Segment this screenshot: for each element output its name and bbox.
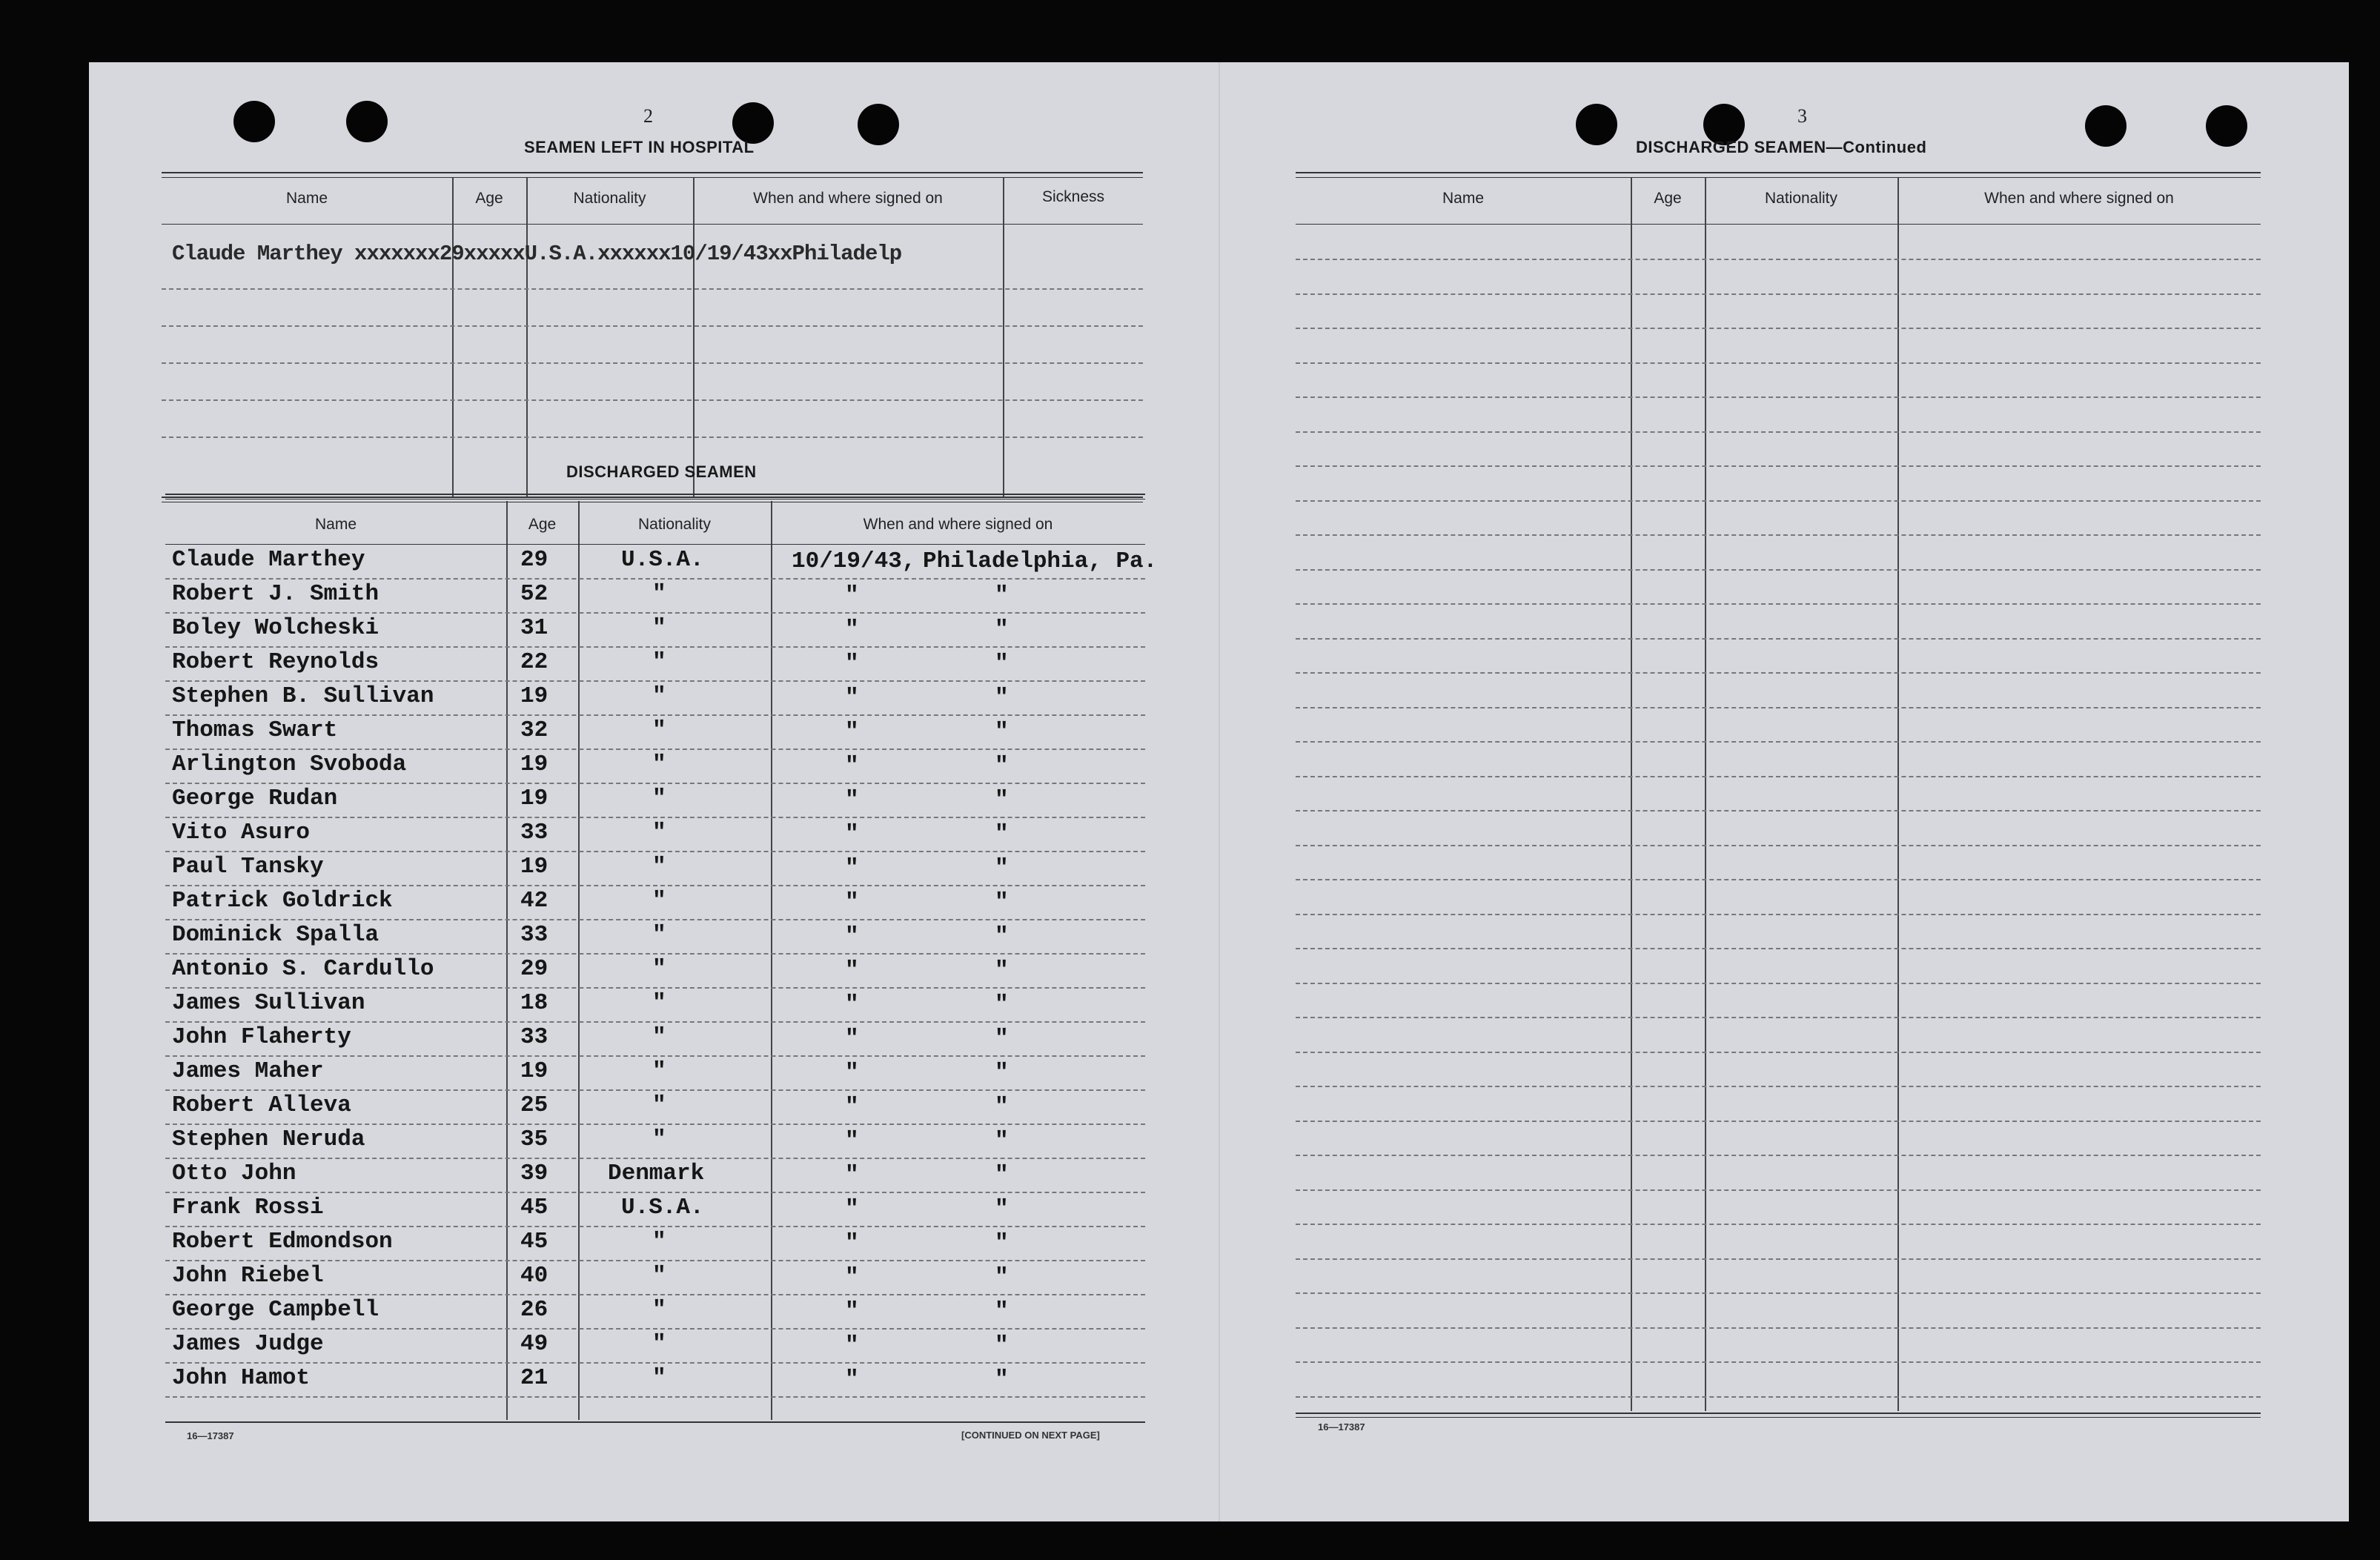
seaman-nationality: ": [652, 1024, 666, 1050]
seaman-age: 33: [520, 820, 548, 846]
seaman-nationality: ": [652, 1331, 666, 1357]
seaman-nationality: ": [652, 1297, 666, 1323]
seaman-signed-place: ": [995, 855, 1009, 881]
seaman-nationality: ": [652, 1126, 666, 1152]
discharged-row-line: [165, 885, 1145, 886]
seaman-name: John Flaherty: [172, 1024, 351, 1050]
seaman-signed-date: ": [845, 651, 859, 677]
right-row-line: [1296, 362, 2261, 364]
seaman-signed-place: ": [995, 617, 1009, 643]
seaman-nationality: ": [652, 1229, 666, 1255]
seaman-age: 19: [520, 683, 548, 709]
seaman-signed-date: ": [845, 992, 859, 1018]
seaman-signed-place: ": [995, 1094, 1009, 1120]
punch-hole: [858, 104, 899, 145]
discharged-row-line: [165, 1396, 1145, 1398]
seaman-nationality: ": [652, 1263, 666, 1289]
seaman-signed-place: ": [995, 1026, 1009, 1052]
seaman-nationality: U.S.A.: [621, 1195, 704, 1221]
right-row-line: [1296, 603, 2261, 605]
seaman-signed-place: ": [995, 1298, 1009, 1324]
discharged-col-nationality: Nationality: [637, 516, 712, 533]
right-row-line: [1296, 1155, 2261, 1156]
seaman-nationality: ": [652, 683, 666, 709]
document-sheet: [89, 62, 2349, 1521]
right-row-line: [1296, 983, 2261, 984]
seaman-nationality: Denmark: [608, 1161, 705, 1186]
right-row-line: [1296, 1396, 2261, 1398]
right-table-bottom-rule2: [1296, 1417, 2261, 1418]
seaman-name: Antonio S. Cardullo: [172, 956, 434, 982]
seaman-nationality: ": [652, 820, 666, 846]
seaman-age: 39: [520, 1161, 548, 1186]
right-row-line: [1296, 328, 2261, 329]
hospital-col-sickness: Sickness: [1041, 188, 1105, 205]
seaman-signed-place: ": [995, 1128, 1009, 1154]
seaman-name: Otto John: [172, 1161, 296, 1186]
right-row-line: [1296, 1052, 2261, 1053]
seaman-signed-date: ": [845, 1060, 859, 1086]
seaman-age: 18: [520, 990, 548, 1016]
seaman-signed-date: ": [845, 1162, 859, 1188]
right-col-name: Name: [1442, 190, 1485, 207]
seaman-signed-date: ": [845, 889, 859, 915]
right-col-signed-on: When and where signed on: [1984, 190, 2174, 207]
seaman-age: 52: [520, 581, 548, 607]
hospital-row-line: [162, 437, 1143, 438]
hospital-col-age: Age: [475, 190, 503, 207]
right-row-line: [1296, 1292, 2261, 1294]
right-row-line: [1296, 1361, 2261, 1363]
hospital-table-top-rule2: [162, 177, 1143, 178]
seaman-nationality: ": [652, 786, 666, 811]
seaman-signed-date: ": [845, 957, 859, 983]
seaman-signed-place: ": [995, 889, 1009, 915]
seaman-signed-date: ": [845, 923, 859, 949]
seaman-nationality: ": [652, 751, 666, 777]
right-row-line: [1296, 1189, 2261, 1191]
discharged-section-title: DISCHARGED SEAMEN: [566, 462, 757, 481]
seaman-nationality: ": [652, 956, 666, 982]
seaman-name: Arlington Svoboda: [172, 751, 407, 777]
seaman-age: 19: [520, 1058, 548, 1084]
discharged-col-divider: [506, 501, 508, 1420]
right-row-line: [1296, 1258, 2261, 1260]
right-row-line: [1296, 672, 2261, 674]
seaman-age: 33: [520, 922, 548, 948]
hospital-col-divider: [1003, 178, 1004, 498]
punch-hole: [346, 101, 388, 142]
seaman-signed-date: ": [845, 787, 859, 813]
form-number-left: 16—17387: [187, 1430, 234, 1441]
seaman-nationality: ": [652, 990, 666, 1016]
seaman-name: Robert Alleva: [172, 1092, 351, 1118]
seaman-signed-date: ": [845, 1128, 859, 1154]
seaman-signed-date: ": [845, 1230, 859, 1256]
seaman-nationality: ": [652, 649, 666, 675]
seaman-signed-place: ": [995, 1367, 1009, 1393]
seaman-age: 29: [520, 956, 548, 982]
hospital-row-line: [162, 362, 1143, 364]
seaman-name: Robert Edmondson: [172, 1229, 393, 1255]
seaman-signed-date: ": [845, 1298, 859, 1324]
seaman-signed-date: ": [845, 1196, 859, 1222]
seaman-age: 22: [520, 649, 548, 675]
seaman-signed-place: ": [995, 582, 1009, 608]
seaman-age: 45: [520, 1195, 548, 1221]
seaman-name: Thomas Swart: [172, 717, 338, 743]
discharged-row-line: [165, 1192, 1145, 1193]
seaman-age: 25: [520, 1092, 548, 1118]
seaman-name: Patrick Goldrick: [172, 888, 393, 914]
discharged-row-line: [165, 749, 1145, 750]
right-col-nationality: Nationality: [1764, 190, 1838, 207]
seaman-name: Paul Tansky: [172, 854, 324, 880]
discharged-row-line: [165, 714, 1145, 716]
seaman-signed-date: ": [845, 719, 859, 745]
hospital-row-line: [162, 288, 1143, 290]
seaman-age: 45: [520, 1229, 548, 1255]
seaman-name: Stephen B. Sullivan: [172, 683, 434, 709]
hospital-header-rule: [162, 224, 1143, 225]
seaman-nationality: ": [652, 888, 666, 914]
seaman-signed-place: ": [995, 685, 1009, 711]
discharged-row-line: [165, 1328, 1145, 1330]
hospital-table-top-rule: [162, 172, 1143, 173]
seaman-signed-date: ": [845, 855, 859, 881]
seaman-signed-date: ": [845, 582, 859, 608]
seaman-signed-date: ": [845, 1367, 859, 1393]
seaman-name: Robert J. Smith: [172, 581, 379, 607]
seaman-age: 32: [520, 717, 548, 743]
discharged-col-name: Name: [314, 516, 357, 533]
seaman-age: 31: [520, 615, 548, 641]
seaman-name: James Maher: [172, 1058, 324, 1084]
seaman-age: 19: [520, 786, 548, 811]
seaman-signed-place: ": [995, 753, 1009, 779]
seaman-age: 26: [520, 1297, 548, 1323]
page-number-right: 3: [1797, 105, 1807, 127]
seaman-signed-date: ": [845, 685, 859, 711]
seaman-age: 19: [520, 751, 548, 777]
seaman-signed-date: ": [845, 821, 859, 847]
right-row-line: [1296, 810, 2261, 811]
hospital-col-divider: [693, 178, 695, 498]
seaman-signed-place: ": [995, 1060, 1009, 1086]
punch-hole: [2085, 105, 2127, 147]
discharged-row-line: [165, 1158, 1145, 1159]
seaman-signed-place: ": [995, 992, 1009, 1018]
right-row-line: [1296, 534, 2261, 536]
seaman-age: 33: [520, 1024, 548, 1050]
right-row-line: [1296, 293, 2261, 295]
discharged-row-line: [165, 680, 1145, 682]
hospital-col-name: Name: [285, 190, 328, 207]
right-row-line: [1296, 259, 2261, 260]
seaman-signed-date: ": [845, 753, 859, 779]
discharged-row-line: [165, 1294, 1145, 1295]
punch-hole: [233, 101, 275, 142]
seaman-name: Frank Rossi: [172, 1195, 324, 1221]
punch-hole: [2206, 105, 2247, 147]
seaman-signed-place: ": [995, 1332, 1009, 1358]
right-table-top-rule2: [1296, 177, 2261, 178]
seaman-signed-date: ": [845, 1264, 859, 1290]
page-number-left: 2: [643, 105, 653, 127]
seaman-name: Vito Asuro: [172, 820, 311, 846]
discharged-col-divider: [578, 501, 580, 1420]
hospital-row-line: [162, 325, 1143, 327]
continued-note: [CONTINUED ON NEXT PAGE]: [961, 1430, 1100, 1441]
discharged-row-line: [165, 1123, 1145, 1125]
seaman-name: George Campbell: [172, 1297, 379, 1323]
right-table-top-rule: [1296, 172, 2261, 173]
discharged-table-top-rule: [165, 494, 1145, 495]
discharged-table-bottom-rule: [165, 1421, 1145, 1423]
discharged-row-line: [165, 783, 1145, 784]
right-row-line: [1296, 879, 2261, 880]
right-row-line: [1296, 741, 2261, 743]
discharged-row-line: [165, 612, 1145, 614]
seaman-name: George Rudan: [172, 786, 338, 811]
seaman-nationality: ": [652, 922, 666, 948]
hospital-section-title: SEAMEN LEFT IN HOSPITAL: [524, 138, 755, 156]
hospital-col-divider: [526, 178, 528, 498]
seaman-nationality: ": [652, 615, 666, 641]
form-number-right: 16—17387: [1318, 1421, 1365, 1433]
seaman-age: 19: [520, 854, 548, 880]
seaman-name: James Judge: [172, 1331, 324, 1357]
discharged-row-line: [165, 817, 1145, 818]
seaman-signed-place: ": [995, 651, 1009, 677]
discharged-row-line: [165, 1055, 1145, 1057]
seaman-age: 42: [520, 888, 548, 914]
discharged-row-line: [165, 919, 1145, 920]
right-row-line: [1296, 707, 2261, 708]
seaman-name: Boley Wolcheski: [172, 615, 379, 641]
seaman-signed-date: ": [845, 1026, 859, 1052]
center-fold: [1219, 62, 1220, 1521]
discharged-row-line: [165, 953, 1145, 955]
seaman-nationality: ": [652, 1365, 666, 1391]
seaman-signed-place: ": [995, 957, 1009, 983]
seaman-age: 40: [520, 1263, 548, 1289]
seaman-age: 49: [520, 1331, 548, 1357]
seaman-signed-place: ": [995, 787, 1009, 813]
seaman-nationality: ": [652, 717, 666, 743]
hospital-struck-entry: Claude Marthey xxxxxxx29xxxxxU.S.A.xxxxxx10/19/43xxPhiladelp: [172, 242, 902, 266]
discharged-row-line: [165, 1021, 1145, 1023]
right-row-line: [1296, 914, 2261, 915]
discharged-row-line: [165, 1362, 1145, 1364]
right-row-line: [1296, 845, 2261, 846]
seaman-signed-place: ": [995, 719, 1009, 745]
right-row-line: [1296, 431, 2261, 433]
seaman-signed-place: ": [995, 1230, 1009, 1256]
seaman-signed-place: ": [995, 923, 1009, 949]
discharged-row-line: [165, 1260, 1145, 1261]
hospital-row-line: [162, 399, 1143, 401]
right-row-line: [1296, 638, 2261, 640]
right-row-line: [1296, 1121, 2261, 1122]
right-row-line: [1296, 569, 2261, 571]
right-row-line: [1296, 465, 2261, 467]
seaman-nationality: ": [652, 1058, 666, 1084]
punch-hole: [1576, 104, 1617, 145]
seaman-signed-place: ": [995, 1162, 1009, 1188]
seaman-age: 35: [520, 1126, 548, 1152]
seaman-nationality: ": [652, 854, 666, 880]
discharged-row-line: [165, 646, 1145, 648]
seaman-signed-place: ": [995, 1264, 1009, 1290]
right-header-rule: [1296, 224, 2261, 225]
seaman-name: Claude Marthey: [172, 547, 365, 573]
seaman-signed-place: ": [995, 821, 1009, 847]
seaman-age: 29: [520, 547, 548, 573]
right-col-age: Age: [1654, 190, 1682, 207]
seaman-name: Dominick Spalla: [172, 922, 379, 948]
seaman-signed-place: Philadelphia, Pa.: [923, 548, 1158, 574]
discharged-row-line: [165, 578, 1145, 580]
discharged-header-rule: [165, 544, 1145, 545]
seaman-name: Stephen Neruda: [172, 1126, 365, 1152]
right-row-line: [1296, 776, 2261, 777]
seaman-signed-date: 10/19/43,: [792, 548, 916, 574]
seaman-age: 21: [520, 1365, 548, 1391]
discharged-row-line: [165, 1089, 1145, 1091]
seaman-name: John Riebel: [172, 1263, 324, 1289]
seaman-name: Robert Reynolds: [172, 649, 379, 675]
seaman-signed-date: ": [845, 617, 859, 643]
seaman-signed-date: ": [845, 1332, 859, 1358]
hospital-table-bottom-rule: [162, 497, 1143, 498]
discharged-col-divider: [771, 501, 772, 1420]
right-row-line: [1296, 1086, 2261, 1087]
discharged-col-signed-on: When and where signed on: [863, 516, 1053, 533]
right-row-line: [1296, 948, 2261, 949]
right-page-title: DISCHARGED SEAMEN—Continued: [1636, 138, 1927, 156]
discharged-row-line: [165, 851, 1145, 852]
discharged-row-line: [165, 987, 1145, 989]
right-row-line: [1296, 1017, 2261, 1018]
seaman-name: James Sullivan: [172, 990, 365, 1016]
hospital-col-divider: [452, 178, 454, 498]
seaman-name: John Hamot: [172, 1365, 311, 1391]
seaman-nationality: U.S.A.: [621, 547, 704, 573]
hospital-col-signed-on: When and where signed on: [753, 190, 943, 207]
discharged-col-age: Age: [528, 516, 557, 533]
seaman-nationality: ": [652, 581, 666, 607]
seaman-signed-place: ": [995, 1196, 1009, 1222]
right-row-line: [1296, 500, 2261, 502]
right-table-bottom-rule: [1296, 1413, 2261, 1414]
discharged-row-line: [165, 1226, 1145, 1227]
right-row-line: [1296, 1327, 2261, 1329]
right-row-line: [1296, 396, 2261, 398]
hospital-col-nationality: Nationality: [573, 190, 646, 207]
seaman-signed-date: ": [845, 1094, 859, 1120]
seaman-nationality: ": [652, 1092, 666, 1118]
right-row-line: [1296, 1224, 2261, 1225]
